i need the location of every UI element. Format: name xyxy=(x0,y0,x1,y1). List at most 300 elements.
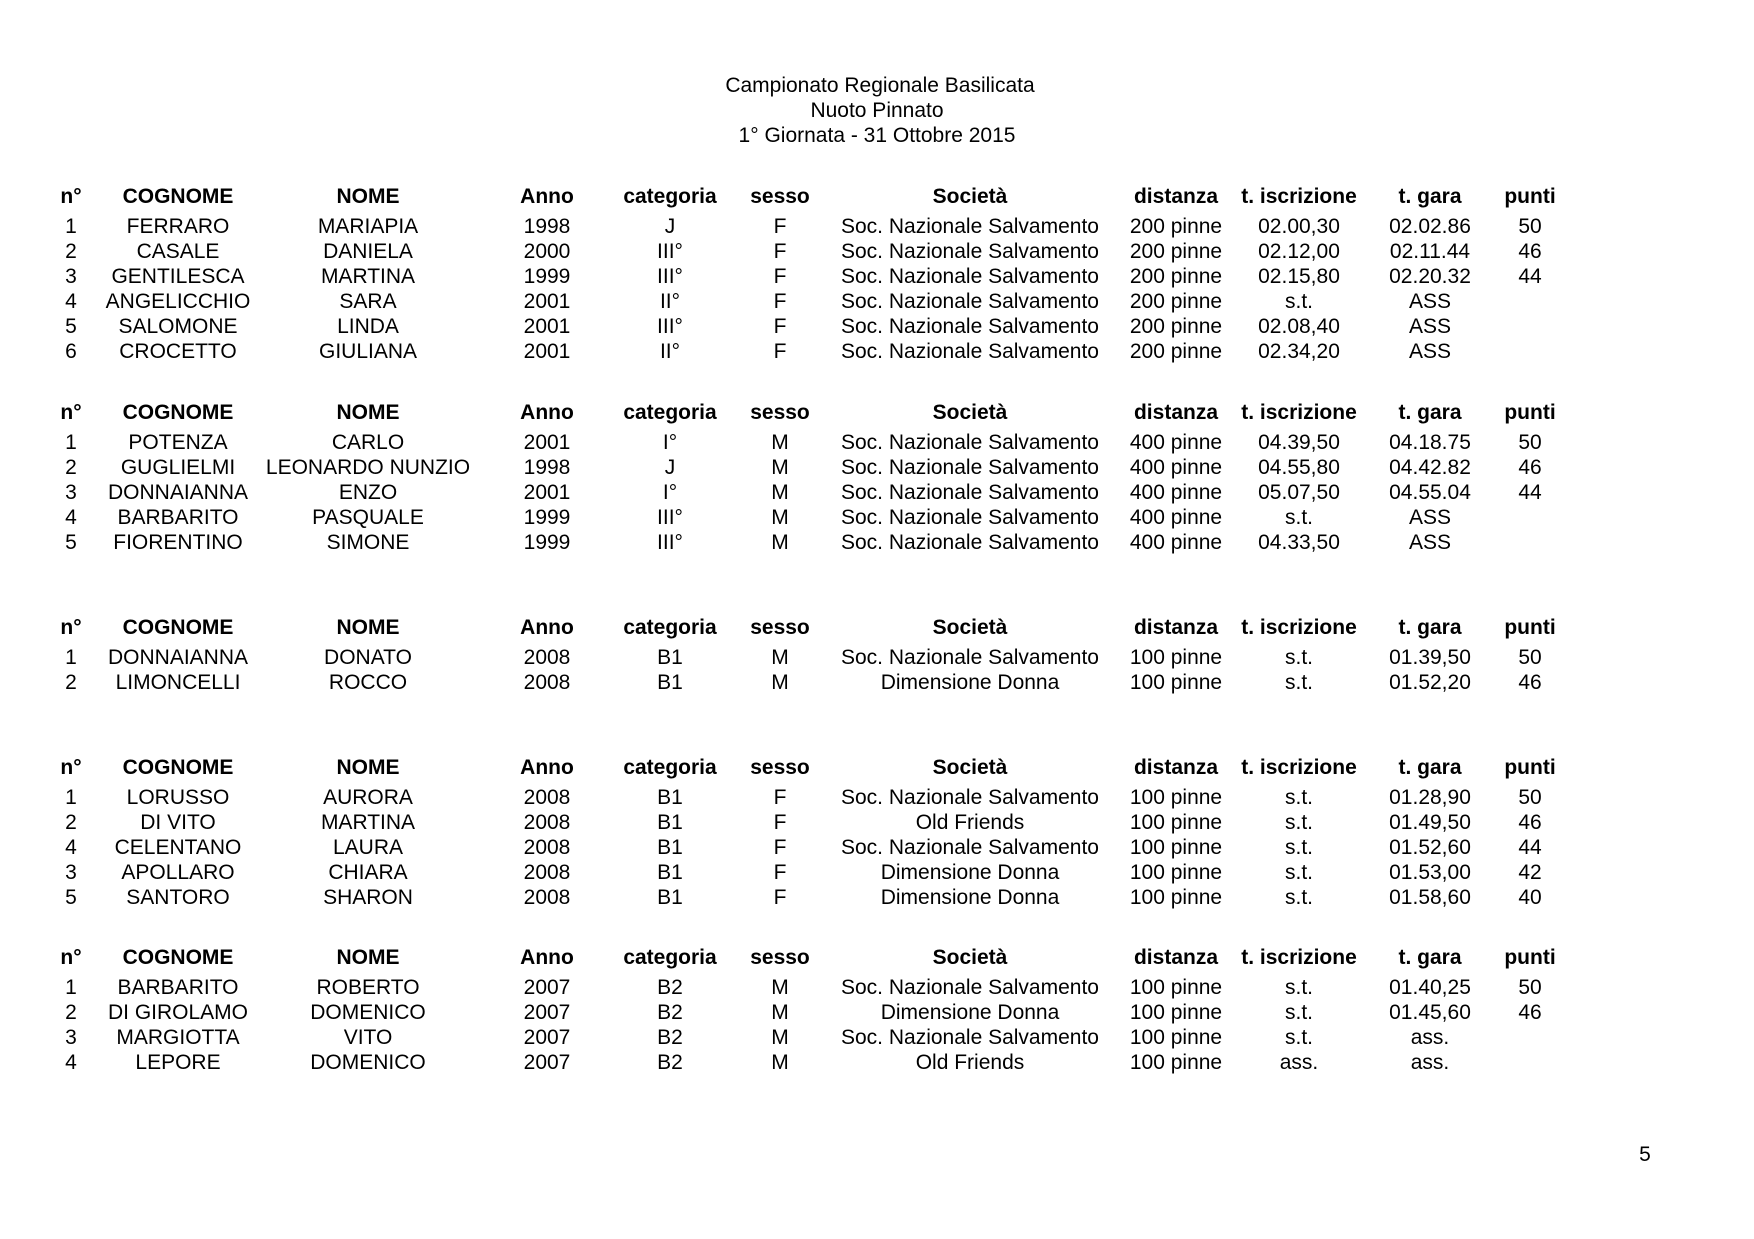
cell-entry-time: s.t. xyxy=(1284,646,1313,669)
cell-first-name: LEONARDO NUNZIO xyxy=(265,456,471,479)
cell-sex: M xyxy=(771,976,789,999)
results-table xyxy=(0,943,1754,1075)
cell-club: Soc. Nazionale Salvamento xyxy=(841,531,1099,554)
table-row xyxy=(0,835,1754,860)
cell-sex: F xyxy=(773,861,787,884)
cell-birth-year: 2001 xyxy=(523,431,571,454)
cell-number: 3 xyxy=(65,265,77,288)
cell-race-time: 02.20.32 xyxy=(1389,265,1471,288)
cell-surname: GUGLIELMI xyxy=(120,456,236,479)
cell-entry-time: 04.39,50 xyxy=(1258,431,1340,454)
column-header-surname: COGNOME xyxy=(122,401,234,424)
table-row xyxy=(0,860,1754,885)
cell-race-time: 01.58,60 xyxy=(1389,886,1471,909)
cell-first-name: CHIARA xyxy=(328,861,408,884)
cell-distance: 100 pinne xyxy=(1129,671,1223,694)
cell-distance: 400 pinne xyxy=(1129,481,1223,504)
cell-category: J xyxy=(664,456,676,479)
column-header-sex: sesso xyxy=(750,756,810,779)
cell-surname: DONNAIANNA xyxy=(107,481,249,504)
cell-number: 5 xyxy=(65,531,77,554)
cell-first-name: SIMONE xyxy=(326,531,410,554)
cell-surname: ANGELICCHIO xyxy=(105,290,251,313)
cell-entry-time: s.t. xyxy=(1284,836,1313,859)
column-header-birth-year: Anno xyxy=(520,616,574,639)
cell-club: Old Friends xyxy=(915,811,1025,834)
table-header-row xyxy=(0,398,1754,427)
cell-points: 50 xyxy=(1518,976,1542,999)
column-header-distance: distanza xyxy=(1133,401,1219,424)
cell-race-time: ass. xyxy=(1410,1026,1450,1049)
cell-distance: 100 pinne xyxy=(1129,786,1223,809)
cell-entry-time: s.t. xyxy=(1284,786,1313,809)
column-header-club: Società xyxy=(932,401,1008,424)
cell-distance: 100 pinne xyxy=(1129,646,1223,669)
table-header-row xyxy=(0,613,1754,642)
cell-sex: F xyxy=(773,340,787,363)
cell-entry-time: 05.07,50 xyxy=(1258,481,1340,504)
cell-race-time: 02.02.86 xyxy=(1389,215,1471,238)
cell-category: B1 xyxy=(657,811,683,834)
cell-sex: M xyxy=(771,671,789,694)
cell-birth-year: 2008 xyxy=(523,646,571,669)
cell-sex: M xyxy=(771,1026,789,1049)
cell-sex: F xyxy=(773,215,787,238)
column-header-number: n° xyxy=(60,185,82,208)
cell-number: 4 xyxy=(65,290,77,313)
column-header-number: n° xyxy=(60,616,82,639)
column-header-race-time: t. gara xyxy=(1398,616,1462,639)
cell-first-name: PASQUALE xyxy=(312,506,424,529)
column-header-category: categoria xyxy=(623,401,717,424)
cell-first-name: DOMENICO xyxy=(310,1001,426,1024)
cell-club: Soc. Nazionale Salvamento xyxy=(841,1026,1099,1049)
cell-birth-year: 2007 xyxy=(523,1051,571,1074)
cell-entry-time: ass. xyxy=(1279,1051,1319,1074)
cell-club: Soc. Nazionale Salvamento xyxy=(841,215,1099,238)
cell-birth-year: 1999 xyxy=(523,531,571,554)
cell-category: III° xyxy=(657,531,683,554)
cell-sex: F xyxy=(773,786,787,809)
cell-race-time: 01.52,60 xyxy=(1389,836,1471,859)
cell-number: 2 xyxy=(65,240,77,263)
cell-number: 3 xyxy=(65,861,77,884)
cell-distance: 100 pinne xyxy=(1129,861,1223,884)
table-row xyxy=(0,264,1754,289)
cell-surname: SALOMONE xyxy=(118,315,238,338)
title-line: Campionato Regionale Basilicata xyxy=(725,74,1035,97)
cell-category: B2 xyxy=(657,976,683,999)
cell-surname: CASALE xyxy=(136,240,220,263)
column-header-club: Società xyxy=(932,756,1008,779)
column-header-category: categoria xyxy=(623,946,717,969)
cell-club: Soc. Nazionale Salvamento xyxy=(841,265,1099,288)
cell-surname: FIORENTINO xyxy=(113,531,243,554)
cell-entry-time: 02.15,80 xyxy=(1258,265,1340,288)
cell-race-time: 04.55.04 xyxy=(1389,481,1471,504)
cell-club: Soc. Nazionale Salvamento xyxy=(841,240,1099,263)
cell-surname: BARBARITO xyxy=(117,506,239,529)
cell-club: Soc. Nazionale Salvamento xyxy=(841,340,1099,363)
cell-sex: F xyxy=(773,315,787,338)
cell-points: 44 xyxy=(1518,836,1542,859)
cell-race-time: 01.52,20 xyxy=(1389,671,1471,694)
cell-club: Soc. Nazionale Salvamento xyxy=(841,315,1099,338)
cell-points: 46 xyxy=(1518,1001,1542,1024)
cell-number: 6 xyxy=(65,340,77,363)
cell-race-time: ASS xyxy=(1408,315,1452,338)
column-header-number: n° xyxy=(60,946,82,969)
column-header-distance: distanza xyxy=(1133,756,1219,779)
cell-distance: 400 pinne xyxy=(1129,456,1223,479)
table-row xyxy=(0,975,1754,1000)
cell-category: III° xyxy=(657,240,683,263)
cell-birth-year: 2007 xyxy=(523,1026,571,1049)
cell-club: Old Friends xyxy=(915,1051,1025,1074)
cell-first-name: LINDA xyxy=(337,315,399,338)
cell-points: 50 xyxy=(1518,786,1542,809)
cell-sex: F xyxy=(773,290,787,313)
cell-club: Soc. Nazionale Salvamento xyxy=(841,786,1099,809)
cell-race-time: ASS xyxy=(1408,290,1452,313)
cell-birth-year: 1998 xyxy=(523,215,571,238)
cell-entry-time: s.t. xyxy=(1284,506,1313,529)
cell-category: B1 xyxy=(657,836,683,859)
cell-category: I° xyxy=(662,431,678,454)
cell-category: B1 xyxy=(657,861,683,884)
column-header-surname: COGNOME xyxy=(122,616,234,639)
cell-birth-year: 2008 xyxy=(523,886,571,909)
page-number: 5 xyxy=(1639,1143,1651,1166)
cell-entry-time: 04.55,80 xyxy=(1258,456,1340,479)
cell-club: Dimensione Donna xyxy=(880,886,1060,909)
cell-sex: F xyxy=(773,240,787,263)
cell-race-time: 01.39,50 xyxy=(1389,646,1471,669)
cell-surname: DI VITO xyxy=(140,811,216,834)
cell-race-time: 01.49,50 xyxy=(1389,811,1471,834)
column-header-club: Società xyxy=(932,616,1008,639)
cell-race-time: 01.53,00 xyxy=(1389,861,1471,884)
table-row xyxy=(0,670,1754,695)
column-header-surname: COGNOME xyxy=(122,185,234,208)
column-header-surname: COGNOME xyxy=(122,756,234,779)
cell-distance: 200 pinne xyxy=(1129,340,1223,363)
column-header-birth-year: Anno xyxy=(520,756,574,779)
cell-first-name: ROBERTO xyxy=(316,976,420,999)
cell-points: 40 xyxy=(1518,886,1542,909)
cell-number: 1 xyxy=(65,646,77,669)
cell-category: J xyxy=(664,215,676,238)
cell-entry-time: 04.33,50 xyxy=(1258,531,1340,554)
cell-first-name: DONATO xyxy=(324,646,412,669)
cell-race-time: 01.40,25 xyxy=(1389,976,1471,999)
cell-distance: 200 pinne xyxy=(1129,240,1223,263)
column-header-entry-time: t. iscrizione xyxy=(1241,616,1357,639)
cell-number: 4 xyxy=(65,836,77,859)
cell-race-time: 01.28,90 xyxy=(1389,786,1471,809)
cell-birth-year: 1999 xyxy=(523,506,571,529)
cell-points: 44 xyxy=(1518,265,1542,288)
cell-first-name: AURORA xyxy=(323,786,413,809)
cell-points: 50 xyxy=(1518,431,1542,454)
cell-club: Soc. Nazionale Salvamento xyxy=(841,456,1099,479)
cell-surname: DI GIROLAMO xyxy=(107,1001,249,1024)
cell-race-time: 04.18.75 xyxy=(1389,431,1471,454)
cell-sex: F xyxy=(773,265,787,288)
cell-points: 46 xyxy=(1518,671,1542,694)
cell-first-name: MARIAPIA xyxy=(317,215,419,238)
cell-birth-year: 2007 xyxy=(523,1001,571,1024)
column-header-club: Società xyxy=(932,185,1008,208)
cell-entry-time: s.t. xyxy=(1284,886,1313,909)
cell-first-name: GIULIANA xyxy=(318,340,418,363)
cell-birth-year: 2001 xyxy=(523,290,571,313)
cell-surname: LORUSSO xyxy=(126,786,230,809)
cell-distance: 400 pinne xyxy=(1129,506,1223,529)
cell-first-name: MARTINA xyxy=(320,265,416,288)
column-header-sex: sesso xyxy=(750,946,810,969)
cell-first-name: ENZO xyxy=(338,481,398,504)
cell-distance: 100 pinne xyxy=(1129,1001,1223,1024)
cell-number: 4 xyxy=(65,1051,77,1074)
cell-birth-year: 2000 xyxy=(523,240,571,263)
cell-club: Soc. Nazionale Salvamento xyxy=(841,506,1099,529)
cell-club: Soc. Nazionale Salvamento xyxy=(841,836,1099,859)
cell-entry-time: s.t. xyxy=(1284,1001,1313,1024)
table-row xyxy=(0,1025,1754,1050)
table-row xyxy=(0,455,1754,480)
cell-birth-year: 2008 xyxy=(523,786,571,809)
cell-sex: M xyxy=(771,646,789,669)
results-table xyxy=(0,398,1754,555)
cell-distance: 200 pinne xyxy=(1129,315,1223,338)
column-header-category: categoria xyxy=(623,616,717,639)
column-header-race-time: t. gara xyxy=(1398,946,1462,969)
cell-number: 3 xyxy=(65,1026,77,1049)
column-header-sex: sesso xyxy=(750,616,810,639)
cell-sex: F xyxy=(773,886,787,909)
results-table xyxy=(0,753,1754,910)
cell-number: 5 xyxy=(65,886,77,909)
cell-club: Soc. Nazionale Salvamento xyxy=(841,976,1099,999)
column-header-first-name: NOME xyxy=(336,185,400,208)
table-row xyxy=(0,885,1754,910)
cell-surname: MARGIOTTA xyxy=(116,1026,240,1049)
cell-points: 46 xyxy=(1518,811,1542,834)
cell-distance: 100 pinne xyxy=(1129,836,1223,859)
column-header-race-time: t. gara xyxy=(1398,185,1462,208)
cell-race-time: ass. xyxy=(1410,1051,1450,1074)
cell-points: 46 xyxy=(1518,456,1542,479)
table-row xyxy=(0,1000,1754,1025)
cell-first-name: DANIELA xyxy=(323,240,413,263)
cell-points: 50 xyxy=(1518,215,1542,238)
table-row xyxy=(0,505,1754,530)
column-header-entry-time: t. iscrizione xyxy=(1241,946,1357,969)
cell-race-time: 01.45,60 xyxy=(1389,1001,1471,1024)
table-row xyxy=(0,480,1754,505)
cell-category: III° xyxy=(657,506,683,529)
cell-birth-year: 2008 xyxy=(523,836,571,859)
cell-number: 2 xyxy=(65,1001,77,1024)
cell-first-name: LAURA xyxy=(332,836,404,859)
cell-surname: LEPORE xyxy=(135,1051,221,1074)
cell-distance: 400 pinne xyxy=(1129,431,1223,454)
column-header-category: categoria xyxy=(623,756,717,779)
column-header-race-time: t. gara xyxy=(1398,756,1462,779)
cell-surname: CELENTANO xyxy=(114,836,242,859)
table-header-row xyxy=(0,182,1754,211)
cell-first-name: SARA xyxy=(339,290,397,313)
cell-category: I° xyxy=(662,481,678,504)
cell-number: 2 xyxy=(65,671,77,694)
cell-distance: 200 pinne xyxy=(1129,290,1223,313)
column-header-points: punti xyxy=(1504,756,1556,779)
column-header-entry-time: t. iscrizione xyxy=(1241,401,1357,424)
column-header-points: punti xyxy=(1504,185,1556,208)
cell-number: 3 xyxy=(65,481,77,504)
cell-category: B2 xyxy=(657,1001,683,1024)
cell-category: B2 xyxy=(657,1051,683,1074)
cell-category: III° xyxy=(657,315,683,338)
table-row xyxy=(0,810,1754,835)
column-header-distance: distanza xyxy=(1133,946,1219,969)
cell-points: 46 xyxy=(1518,240,1542,263)
table-row xyxy=(0,785,1754,810)
column-header-points: punti xyxy=(1504,616,1556,639)
column-header-category: categoria xyxy=(623,185,717,208)
column-header-sex: sesso xyxy=(750,401,810,424)
cell-birth-year: 2001 xyxy=(523,315,571,338)
cell-birth-year: 2008 xyxy=(523,861,571,884)
column-header-race-time: t. gara xyxy=(1398,401,1462,424)
cell-club: Soc. Nazionale Salvamento xyxy=(841,646,1099,669)
cell-race-time: ASS xyxy=(1408,531,1452,554)
results-table xyxy=(0,182,1754,364)
cell-first-name: ROCCO xyxy=(328,671,408,694)
cell-category: B1 xyxy=(657,671,683,694)
cell-first-name: DOMENICO xyxy=(310,1051,426,1074)
cell-entry-time: s.t. xyxy=(1284,671,1313,694)
cell-category: B1 xyxy=(657,786,683,809)
cell-number: 5 xyxy=(65,315,77,338)
subtitle-line: Nuoto Pinnato xyxy=(810,99,944,122)
cell-category: B1 xyxy=(657,646,683,669)
column-header-distance: distanza xyxy=(1133,185,1219,208)
cell-club: Soc. Nazionale Salvamento xyxy=(841,290,1099,313)
cell-entry-time: 02.34,20 xyxy=(1258,340,1340,363)
table-header-row xyxy=(0,943,1754,972)
cell-club: Dimensione Donna xyxy=(880,1001,1060,1024)
cell-birth-year: 1999 xyxy=(523,265,571,288)
column-header-number: n° xyxy=(60,401,82,424)
cell-first-name: VITO xyxy=(343,1026,393,1049)
results-table xyxy=(0,613,1754,695)
cell-number: 1 xyxy=(65,215,77,238)
cell-sex: M xyxy=(771,1001,789,1024)
cell-distance: 100 pinne xyxy=(1129,886,1223,909)
cell-surname: FERRARO xyxy=(126,215,230,238)
cell-club: Dimensione Donna xyxy=(880,671,1060,694)
column-header-first-name: NOME xyxy=(336,756,400,779)
cell-birth-year: 2001 xyxy=(523,340,571,363)
column-header-surname: COGNOME xyxy=(122,946,234,969)
cell-surname: CROCETTO xyxy=(119,340,237,363)
cell-race-time: ASS xyxy=(1408,340,1452,363)
cell-distance: 100 pinne xyxy=(1129,1026,1223,1049)
cell-sex: M xyxy=(771,456,789,479)
cell-points: 44 xyxy=(1518,481,1542,504)
table-row xyxy=(0,289,1754,314)
cell-number: 2 xyxy=(65,456,77,479)
cell-birth-year: 1998 xyxy=(523,456,571,479)
cell-category: II° xyxy=(659,290,681,313)
column-header-birth-year: Anno xyxy=(520,946,574,969)
column-header-points: punti xyxy=(1504,946,1556,969)
cell-distance: 100 pinne xyxy=(1129,976,1223,999)
cell-race-time: ASS xyxy=(1408,506,1452,529)
column-header-club: Società xyxy=(932,946,1008,969)
cell-surname: DONNAIANNA xyxy=(107,646,249,669)
column-header-first-name: NOME xyxy=(336,401,400,424)
cell-entry-time: s.t. xyxy=(1284,290,1313,313)
table-row xyxy=(0,214,1754,239)
cell-number: 4 xyxy=(65,506,77,529)
document-title xyxy=(0,73,1754,148)
cell-birth-year: 2008 xyxy=(523,671,571,694)
column-header-first-name: NOME xyxy=(336,616,400,639)
cell-club: Soc. Nazionale Salvamento xyxy=(841,431,1099,454)
column-header-birth-year: Anno xyxy=(520,185,574,208)
cell-number: 1 xyxy=(65,431,77,454)
cell-first-name: SHARON xyxy=(323,886,413,909)
column-header-distance: distanza xyxy=(1133,616,1219,639)
cell-distance: 200 pinne xyxy=(1129,215,1223,238)
cell-sex: M xyxy=(771,481,789,504)
column-header-entry-time: t. iscrizione xyxy=(1241,185,1357,208)
cell-surname: BARBARITO xyxy=(117,976,239,999)
cell-entry-time: s.t. xyxy=(1284,811,1313,834)
cell-race-time: 04.42.82 xyxy=(1389,456,1471,479)
cell-birth-year: 2007 xyxy=(523,976,571,999)
cell-entry-time: 02.08,40 xyxy=(1258,315,1340,338)
cell-birth-year: 2008 xyxy=(523,811,571,834)
cell-distance: 100 pinne xyxy=(1129,1051,1223,1074)
cell-distance: 400 pinne xyxy=(1129,531,1223,554)
column-header-sex: sesso xyxy=(750,185,810,208)
cell-category: B1 xyxy=(657,886,683,909)
cell-category: B2 xyxy=(657,1026,683,1049)
column-header-number: n° xyxy=(60,756,82,779)
cell-distance: 100 pinne xyxy=(1129,811,1223,834)
table-row xyxy=(0,314,1754,339)
cell-race-time: 02.11.44 xyxy=(1389,240,1471,263)
table-row xyxy=(0,239,1754,264)
cell-surname: SANTORO xyxy=(126,886,230,909)
table-row xyxy=(0,339,1754,364)
cell-points: 50 xyxy=(1518,646,1542,669)
column-header-points: punti xyxy=(1504,401,1556,424)
cell-club: Dimensione Donna xyxy=(880,861,1060,884)
cell-first-name: CARLO xyxy=(331,431,405,454)
cell-surname: GENTILESCA xyxy=(111,265,245,288)
cell-sex: F xyxy=(773,836,787,859)
cell-distance: 200 pinne xyxy=(1129,265,1223,288)
cell-entry-time: s.t. xyxy=(1284,861,1313,884)
cell-sex: M xyxy=(771,506,789,529)
cell-number: 1 xyxy=(65,976,77,999)
cell-surname: LIMONCELLI xyxy=(115,671,241,694)
